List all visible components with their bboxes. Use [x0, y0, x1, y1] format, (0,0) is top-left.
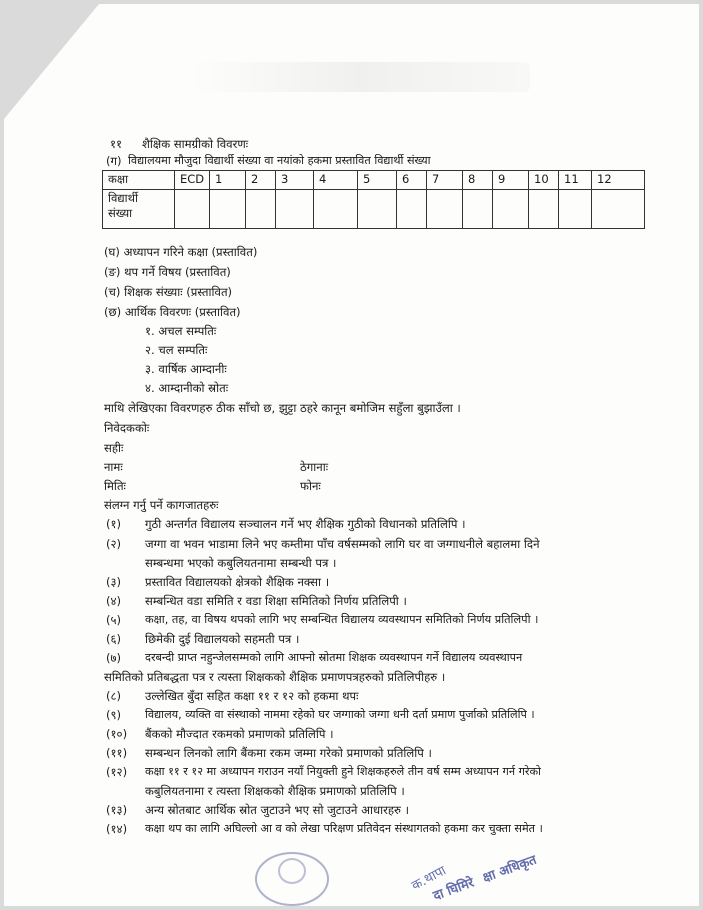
attachment-number: (६) — [106, 632, 122, 646]
count-cell — [529, 190, 559, 229]
attachment-text: गुठी अन्तर्गत विद्यालय सञ्चालन गर्ने भए शैक्षिक गुठीको विधानको प्रतिलिपि । — [145, 517, 466, 531]
attachment-number: (८) — [106, 689, 122, 703]
attachment-text: सम्बन्धमा भएको कबुलियतनामा सम्बन्धी पत्र । — [145, 556, 337, 570]
attachment-text: उल्लेखित बुँदा सहित कक्षा ११ र १२ को हकमा थपः — [145, 689, 359, 703]
attachment-text: विद्यालय, व्यक्ति वा संस्थाको नाममा रहेको घर जग्गाको जग्गा धनी दर्ता प्रमाण पुर्जाको प्रतिलिपि । — [145, 708, 535, 721]
attachment-text: कक्षा, तह, वा विषय थपको लागि भए सम्बन्धित विद्यालय व्यवस्थापन समितिको निर्णय प्रतिलिपी । — [145, 613, 539, 626]
grade-cell: 9 — [493, 171, 529, 190]
address-label: ठेगानाः — [300, 460, 329, 474]
row-label-line: संख्या — [108, 206, 133, 220]
item-teaching-grades: (घ) अध्यापन गरिने कक्षा (प्रस्तावित) — [104, 245, 258, 259]
grade-cell: 10 — [529, 171, 559, 190]
student-count-label — [103, 190, 175, 229]
grade-cell: 1 — [210, 171, 246, 190]
count-cell — [397, 190, 427, 229]
student-count-row — [103, 190, 645, 229]
finance-income-source: ४. आम्दानीको स्रोतः — [145, 381, 229, 395]
attachment-number: (१२) — [106, 765, 128, 779]
signature-label: सहीः — [104, 441, 124, 455]
attachment-number: (२) — [106, 537, 122, 551]
grade-table — [102, 170, 645, 229]
attachment-text: दरबन्दी प्राप्त नहुन्जेलसम्मको लागि आफ्नो स्रोतमा शिक्षक व्यवस्थापन गर्ने विद्यालय व्यवस्थापन — [145, 651, 523, 664]
attachment-number: (१) — [106, 517, 122, 531]
count-cell — [175, 190, 210, 229]
applicant-title: निवेदककोः — [104, 421, 150, 435]
table-header-row — [103, 171, 645, 190]
attachment-number: (१३) — [106, 803, 128, 817]
count-cell — [592, 190, 645, 229]
grade-cell: 12 — [592, 171, 645, 190]
attachment-text: अन्य स्रोतबाट आर्थिक स्रोत जुटाउने भए सो जुटाउने आधारहरु । — [145, 803, 410, 817]
count-cell — [246, 190, 276, 229]
grade-cell: 7 — [427, 171, 463, 190]
phone-label: फोनः — [300, 479, 321, 493]
finance-movable-assets: २. चल सम्पतिः — [145, 343, 208, 357]
date-label: मितिः — [104, 479, 126, 493]
subsection-label: (ग) — [106, 154, 122, 168]
attachment-text: कक्षा ११ र १२ मा अध्यापन गराउन नयाँ नियुक्ती हुने शिक्षकहरुले तीन वर्ष सम्म अध्यापन गर्न गरेको — [145, 765, 541, 778]
item-additional-subjects: (ङ) थप गर्ने विषय (प्रस्तावित) — [104, 265, 231, 279]
attachment-number: (११) — [106, 746, 128, 760]
attachment-number: (९) — [106, 708, 122, 722]
attachment-number: (५) — [106, 613, 122, 627]
attachment-number: (१०) — [106, 727, 128, 741]
count-cell — [210, 190, 246, 229]
attachment-text: बैंकको मौज्दात रकमको प्रमाणको प्रतिलिपि । — [145, 727, 334, 741]
name-label: नामः — [104, 460, 123, 474]
attachment-number: (३) — [106, 575, 122, 589]
count-cell — [559, 190, 592, 229]
seal-emblem-icon — [278, 858, 306, 884]
count-cell — [493, 190, 529, 229]
item-financial-details: (छ) आर्थिक विवरणः (प्रस्तावित) — [104, 305, 241, 319]
handwritten-signature: क.थापा — [409, 863, 449, 894]
grade-cell: 8 — [463, 171, 493, 190]
grade-cell: 3 — [276, 171, 314, 190]
grade-cell: 2 — [246, 171, 276, 190]
attachment-number: (४) — [106, 594, 122, 608]
attachment-text: सम्बन्धन लिनको लागि बैंकमा रकम जम्मा गरेको प्रमाणको प्रतिलिपि । — [145, 746, 432, 760]
count-cell — [276, 190, 314, 229]
subsection-title: विद्यालयमा मौजुदा विद्यार्थी संख्या वा नयांको हकमा प्रस्तावित विद्यार्थी संख्या — [128, 154, 431, 167]
grade-cell: 5 — [358, 171, 397, 190]
attachment-text: जग्गा वा भवन भाडामा लिने भए कम्तीमा पाँच वर्षसम्मको लागि घर वा जग्गाधनीले बहालमा दिने — [145, 537, 540, 551]
count-cell — [427, 190, 463, 229]
count-cell — [358, 190, 397, 229]
stamp-role: क्षा अधिकृत — [480, 852, 539, 886]
grade-cell: 11 — [559, 171, 592, 190]
attachment-text: प्रस्तावित विद्यालयको क्षेत्रको शैक्षिक नक्सा । — [145, 575, 330, 589]
item-teacher-count: (च) शिक्षक संख्याः (प्रस्तावित) — [104, 285, 233, 299]
grade-cell: 6 — [397, 171, 427, 190]
faded-heading — [190, 62, 530, 92]
section-number: ११ — [110, 137, 123, 151]
grade-cell: ECD — [175, 171, 210, 190]
row-label-line: विद्यार्थी — [108, 191, 138, 205]
attachment-text: कबुलियतनामा र त्यस्ता शिक्षकको शैक्षिक प्रमाणको प्रतिलिपि । — [145, 784, 405, 798]
attachment-text: छिमेकी दुई विद्यालयको सहमती पत्र । — [145, 632, 300, 646]
finance-annual-income: ३. वार्षिक आम्दानीः — [145, 362, 227, 376]
table-header-label: कक्षा — [103, 171, 175, 190]
grade-cell: 4 — [314, 171, 358, 190]
attachment-text: सम्बन्धित वडा समिति र वडा शिक्षा समितिको निर्णय प्रतिलिपी । — [145, 594, 407, 608]
stamp-name: दा घिमिरे — [431, 875, 477, 905]
attachment-text: समितिको प्रतिबद्धता पत्र र त्यस्ता शिक्षकको शैक्षिक प्रमाणपत्रहरुको प्रतिलिपीहरु । — [104, 670, 446, 684]
section-title: शैक्षिक सामग्रीको विवरणः — [142, 137, 249, 151]
attachment-text: कक्षा थप का लागि अघिल्लो आ व को लेखा परिक्षण प्रतिवेदन संस्थागतको हकमा कर चुक्ता समेत । — [145, 822, 543, 835]
attachment-number: (७) — [106, 651, 122, 665]
count-cell — [463, 190, 493, 229]
attachments-title: संलग्न गर्नु पर्ने कागजातहरुः — [104, 498, 219, 512]
declaration: माथि लेखिएका विवरणहरु ठीक साँचो छ, झुट्टा ठहरे कानून बमोजिम सहुँला बुझाउँला । — [104, 401, 461, 415]
count-cell — [314, 190, 358, 229]
finance-fixed-assets: १. अचल सम्पतिः — [145, 324, 217, 338]
attachment-number: (१४) — [106, 822, 128, 836]
